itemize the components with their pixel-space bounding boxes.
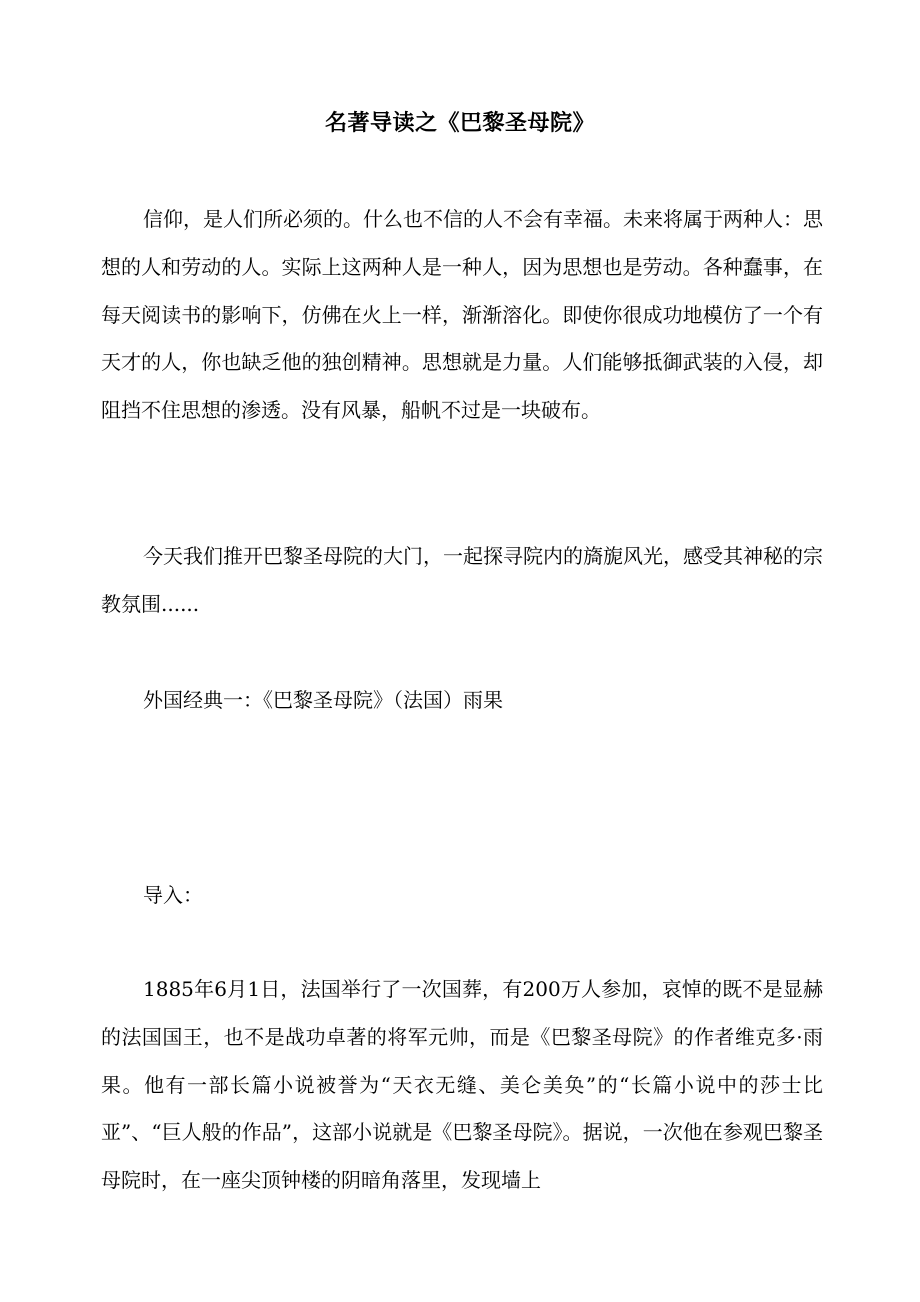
paragraph-book-heading: 外国经典一：《巴黎圣母院》（法国）雨果 [143, 688, 503, 712]
paragraph-intro: 信仰，是人们所必须的。什么也不信的人不会有幸福。未来将属于两种人：思想的人和劳动的人。实际上这两种人是一种人，因为思想也是劳动。各种蠢事，在每天阅读书的影响下，仿佛在火上一样，渐渐溶化。即使你很成功地模仿了一个有天才的人，你也缺乏他的独创精神。思想就是力量。人们能够抵御武装的入侵，却阻挡不住思想的渗透。没有风暴，船帆不过是一块破布。 [101, 207, 823, 423]
page-title: 名著导读之《巴黎圣母院》 [324, 111, 595, 136]
paragraph-invitation: 今天我们推开巴黎圣母院的大门，一起探寻院内的旖旎风光，感受其神秘的宗教氛围...... [101, 544, 823, 616]
paragraph-body: 1885年6月1日，法国举行了一次国葬，有200万人参加，哀悼的既不是显赫的法国国王，也不是战功卓著的将军元帅，而是《巴黎圣母院》的作者维克多·雨果。他有一部长篇小说被誉为“天衣无缝、美仑美奂”的“长篇小说中的莎士比亚”、“巨人般的作品”，这部小说就是《巴黎圣母院》。据说，一次他在参观巴黎圣母院时，在一座尖顶钟楼的阴暗角落里，发现墙上 [101, 977, 823, 1193]
paragraph-lead-in-label: 导入： [143, 883, 203, 907]
